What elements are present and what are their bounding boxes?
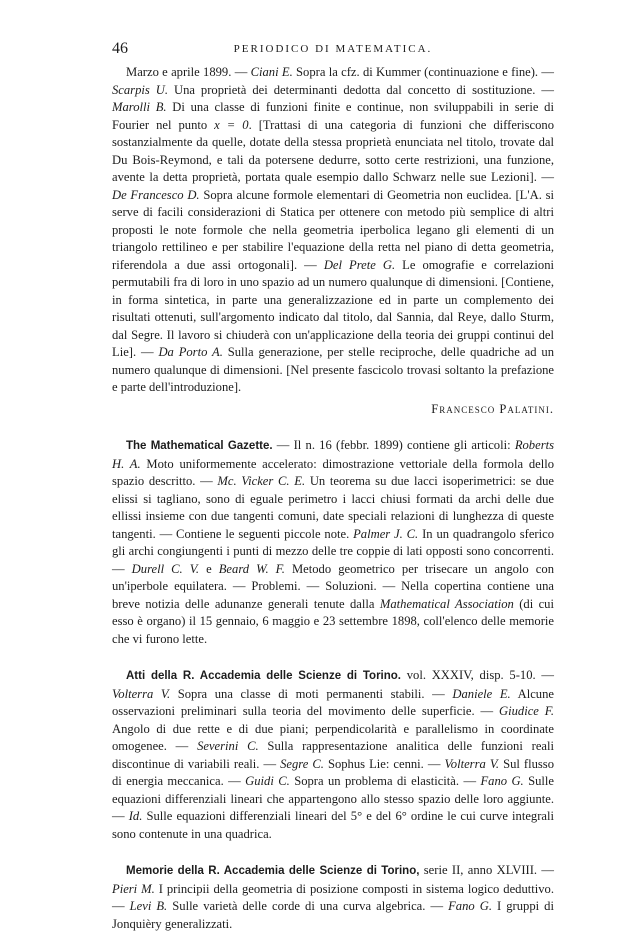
author-name: Scarpis U. xyxy=(112,82,168,97)
author-name: Id. xyxy=(128,809,143,823)
author-name: De Francesco D. xyxy=(112,187,200,202)
author-name: Beard W. F. xyxy=(218,561,285,576)
review-paragraph: The Mathematical Gazette. — Il n. 16 (febbr. 1899) contiene gli articoli: Roberts H. A. Moto uniformemente accelerato: dimostrazione vettoriale della formola dello spazio descritto. — Mc. Vicker C. E. Un teorema su due lacci isoperimetrici: se due elissi si tagliano, sono di eguale perimetro i lacci chiusi formati da archi delle due ellissi insieme con due tangenti comuni, date speciali relazioni di lunghezza di queste tangenti. — Contiene le seguenti piccole note. Palmer J. C. In un quadrangolo sferico gli archi congiungenti i punti di mezzo delle tre coppie di lati opposti sono concorrenti. — Durell C. V. e Beard W. F. Metodo geometrico per trisecare un angolo con un'iperbole equilatera. — Problemi. — Soluzioni. — Nella copertina contiene una breve notizia delle adunanze generali tenute dalla Mathematical Association (di cui esso è organo) il 15 gennaio, 6 maggio e 23 settembre 1898, coll'elenco delle memorie che vi furono lette. xyxy=(112,438,554,646)
journal-title: Memorie della R. Accademia delle Scienze di Torino, xyxy=(126,865,420,877)
author-name: Guidi C. xyxy=(245,774,290,788)
page-number: 46 xyxy=(112,40,128,57)
author-name: Fano G. xyxy=(448,899,492,913)
review-mathematical-gazette xyxy=(112,437,554,648)
author-name: Giudice F. xyxy=(499,704,555,718)
journal-title: The Mathematical Gazette. xyxy=(126,440,273,452)
review-periodico xyxy=(112,64,554,418)
author-name: Mc. Vicker C. E. xyxy=(217,474,306,488)
author-name: Palmer J. C. xyxy=(353,526,419,541)
running-title: PERIODICO DI MATEMATICA. xyxy=(233,43,433,55)
page-header xyxy=(112,40,554,58)
author-name: Severini C. xyxy=(197,739,259,753)
math-expression: x = 0 xyxy=(214,117,249,132)
review-memorie-torino xyxy=(112,862,554,933)
review-paragraph: Atti della R. Accademia delle Scienze di Torino. vol. XXXIV, disp. 5-10. — Volterra V. Sopra una classe di moti permanenti stabili. — Daniele E. Alcune osservazioni preliminari sulla teoria del movimento delle superficie. — Giudice F. Angolo di due rette e di due piani; perpendicolarità e parallelismo in coordinate omogenee. — Severini C. Sulla rappresentazione analitica delle funzioni reali discontinue di variabili reali. — Segre C. Sophus Lie: cenni. — Volterra V. Sul flusso di energia meccanica. — Guidi C. Sopra un problema di elasticità. — Fano G. Sulle equazioni differenziali lineari che appartengono allo stesso spazio delle loro aggiunte. — Id. Sulle equazioni differenziali lineari del 5° e del 6° ordine le cui curve integrali sono contenute in una quadrica. xyxy=(112,668,555,841)
author-name: Roberts H. A. xyxy=(112,438,554,471)
author-name: Pieri M. xyxy=(112,881,155,896)
author-name: Marolli B. xyxy=(112,100,167,114)
author-name: Segre C. xyxy=(280,756,324,771)
journal-page xyxy=(112,40,554,933)
author-name: Da Porto A. xyxy=(158,345,223,359)
author-name: Durell C. V. xyxy=(131,561,199,576)
author-name: Volterra V. xyxy=(444,756,500,771)
author-name: Daniele E. xyxy=(452,686,511,701)
author-name: Fano G. xyxy=(480,774,524,788)
author-name: Levi B. xyxy=(129,899,168,913)
review-atti-torino xyxy=(112,667,554,843)
author-name: Del Prete G. xyxy=(323,257,396,272)
journal-title: Atti della R. Accademia delle Scienze di Torino. xyxy=(126,670,401,682)
association-name: Mathematical Association xyxy=(379,596,514,611)
author-name: Ciani E. xyxy=(250,65,293,79)
review-paragraph: Marzo e aprile 1899. — Ciani E. Sopra la cfz. di Kummer (continuazione e fine). — Scarpis U. Una proprietà dei determinanti dedotta dal concetto di sostituzione. — Marolli B. Di una classe di funzioni finite e continue, non sviluppabili in serie di Fourier nel punto x = 0. [Trattasi di una categoria di funzioni che differiscono sostanzialmente da quelle, dotate della stessa proprietà enunciata nel titolo, trovate dal Du Bois-Reymond, e tali da potersene dedurre, sotto certe restrizioni, una funzione, avente la detta proprietà, portata quale esempio dallo Schwarz nelle sue Lezioni]. — De Francesco D. Sopra alcune formole elementari di Geometria non euclidea. [L'A. si serve di facili considerazioni di Statica per ottenere con metodo più semplice di altri proposti le note formole che nella geometria iperbolica legano gli elementi di un triangolo rettilineo e per stabilire l'equazione della retta nel piano di detta geometria, riferendola a due assi ortogonali]. — Del Prete G. Le omografie e correlazioni permutabili fra di loro in uno spazio ad un numero qualunque di dimensioni. [Contiene, in forma sintetica, in parte una generalizzazione ed in parte un complemento dei risultati ottenuti, sull'argomento indicato dal titolo, dal Sannia, dal Reye, dallo Sturm, dal Segre. Il lavoro si chiuderà con un'applicazione della teoria dei gruppi continui del Lie]. — Da Porto A. Sulla generazione, per stelle reciproche, delle quadriche ad un numero qualunque di dimensioni. [Nel presente fascicolo trovasi soltanto la prefazione e parte dell'introduzione]. xyxy=(112,65,555,394)
reviewer-signature: Francesco Palatini. xyxy=(431,401,554,416)
author-name: Volterra V. xyxy=(112,686,171,701)
review-paragraph: Memorie della R. Accademia delle Scienze di Torino, serie II, anno XLVIII. — Pieri M. I principii della geometria di posizione composti in sistema logico deduttivo. — Levi B. Sulle varietà delle corde di una curva algebrica. — Fano G. I gruppi di Jonquièry generalizzati. xyxy=(112,863,554,931)
